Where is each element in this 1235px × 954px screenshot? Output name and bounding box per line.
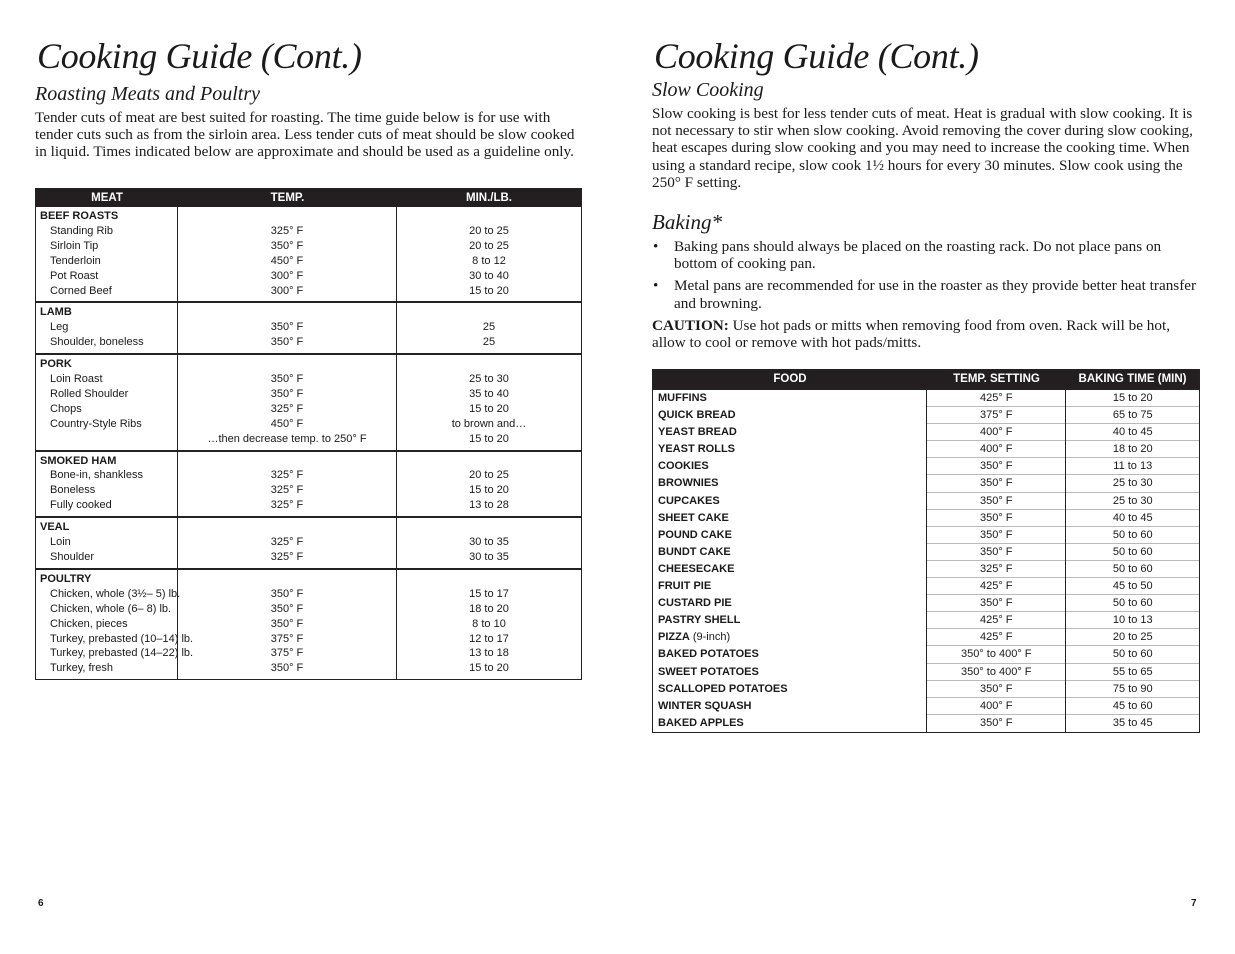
temp-setting: 425° F: [927, 612, 1065, 629]
food-name: SHEET CAKE: [658, 511, 729, 524]
time-cell: [397, 570, 581, 679]
table-row: [36, 301, 581, 353]
roast-temp: 300° F: [270, 284, 304, 297]
roast-temp: 325° F: [270, 469, 304, 482]
temp-setting: 400° F: [927, 424, 1065, 441]
baking-time: 25 to 30: [1066, 475, 1199, 492]
baking-time: 65 to 75: [1066, 407, 1199, 424]
bullet-icon: •: [653, 277, 659, 295]
roast-temp: 325° F: [270, 402, 304, 415]
roast-time: 15 to 17: [469, 587, 509, 600]
pizza-size-note: (9-inch): [689, 631, 731, 644]
temp-setting: 425° F: [927, 629, 1065, 646]
roast-temp: 350° F: [270, 239, 304, 252]
page-title: Cooking Guide (Cont.): [37, 36, 362, 76]
meat-cut: Loin: [50, 536, 71, 549]
roast-temp: 450° F: [270, 254, 304, 267]
meat-cut: Turkey, prebasted (10–14) lb.: [50, 632, 194, 645]
temp-cell: [178, 355, 397, 449]
temp-setting: 350° F: [927, 510, 1065, 527]
baking-time: 11 to 13: [1066, 458, 1199, 475]
temp-setting: 425° F: [927, 578, 1065, 595]
page-number: 6: [38, 898, 44, 909]
meat-cut: Pot Roast: [50, 269, 99, 282]
baking-time: 10 to 13: [1066, 612, 1199, 629]
meat-cell: [36, 207, 178, 301]
page-number: 7: [1191, 898, 1197, 909]
roast-time: 15 to 20: [469, 402, 509, 415]
meat-category: VEAL: [40, 521, 70, 534]
right-page: [652, 0, 1199, 909]
roast-time: 20 to 25: [469, 224, 509, 237]
meat-cell: [36, 303, 178, 353]
meat-category: BEEF ROASTS: [40, 210, 119, 222]
temp-setting: 400° F: [927, 441, 1065, 458]
roast-time: 30 to 35: [469, 551, 509, 563]
meat-cut: Sirloin Tip: [50, 239, 99, 252]
section-heading-slow-cooking: Slow Cooking: [652, 79, 764, 101]
baking-time: 25 to 30: [1066, 493, 1199, 510]
roasting-table-body: [36, 207, 581, 679]
meat-cut: Boneless: [50, 484, 96, 497]
roast-temp: 350° F: [270, 321, 304, 334]
meat-cut: Leg: [50, 321, 69, 334]
meat-cut: Corned Beef: [50, 284, 112, 297]
baking-time: 50 to 60: [1066, 544, 1199, 561]
food-name: CUSTARD PIE: [658, 597, 732, 610]
food-name: SCALLOPED POTATOES: [658, 682, 788, 695]
meat-cut: Turkey, prebasted (14–22) lb.: [50, 647, 194, 660]
food-name: BUNDT CAKE: [658, 545, 731, 558]
baking-time: 50 to 60: [1066, 527, 1199, 544]
roast-temp: 375° F: [270, 647, 304, 660]
food-name: MUFFINS: [658, 392, 707, 404]
roast-temp: 350° F: [270, 617, 304, 630]
temp-setting: 350° F: [927, 458, 1065, 475]
roast-time: 13 to 28: [469, 499, 509, 512]
meat-cut: Loin Roast: [50, 373, 103, 386]
meat-cut: Turkey, fresh: [50, 662, 113, 675]
food-name: PASTRY SHELL: [658, 614, 741, 627]
roast-time: 15 to 20: [469, 432, 509, 445]
baking-time: 18 to 20: [1066, 441, 1199, 458]
temp-setting: 350° F: [927, 595, 1065, 612]
roast-time: 15 to 20: [469, 284, 509, 297]
roasting-intro: Tender cuts of meat are best suited for roasting. The time guide below is for use with tender cuts such as from the sirloin area. Less tender cuts of meat should be slow cooked in liquid. Times indicated below are approximate and should be used as a guideline only.: [35, 109, 575, 161]
header-baking-time: BAKING TIME (MIN): [1078, 373, 1187, 385]
baking-time: 40 to 45: [1066, 510, 1199, 527]
meat-cut: Rolled Shoulder: [50, 387, 129, 400]
baking-time: 45 to 50: [1066, 578, 1199, 595]
table-row: [36, 516, 581, 568]
baking-table: [652, 369, 1200, 733]
header-min-per-lb: MIN./LB.: [466, 192, 512, 204]
time-cell: [397, 303, 581, 353]
meat-category: SMOKED HAM: [40, 454, 117, 467]
baking-time: 20 to 25: [1066, 629, 1199, 646]
time-cell: [397, 452, 581, 517]
meat-cut: Chicken, whole (6– 8) lb.: [50, 602, 172, 615]
meat-cut: Shoulder: [50, 551, 95, 564]
baking-time: 75 to 90: [1066, 681, 1199, 698]
header-temp-setting: TEMP. SETTING: [953, 373, 1040, 385]
page-title: Cooking Guide (Cont.): [654, 36, 979, 76]
roast-time: 8 to 12: [472, 254, 506, 267]
temp-setting: 350° F: [927, 681, 1065, 698]
food-name: WINTER SQUASH: [658, 699, 752, 712]
section-heading-baking: Baking*: [652, 210, 722, 235]
meat-cut: Tenderloin: [50, 254, 101, 267]
meat-cut: Standing Rib: [50, 224, 113, 237]
roast-temp: 350° F: [270, 602, 304, 615]
roast-temp: 300° F: [270, 269, 304, 282]
temp-setting: 400° F: [927, 698, 1065, 715]
meat-cut: Bone-in, shankless: [50, 469, 143, 482]
temp-setting: 350° to 400° F: [927, 646, 1065, 663]
meat-cell: [36, 570, 194, 679]
temp-cell: [178, 207, 397, 301]
roast-time: 15 to 20: [469, 662, 509, 675]
roast-temp: 325° F: [270, 484, 304, 497]
meat-cell: [36, 452, 178, 517]
meat-cut: Country-Style Ribs: [50, 417, 142, 430]
roast-temp: 350° F: [270, 336, 304, 349]
roast-time: 35 to 40: [469, 387, 509, 400]
baking-table-header: [653, 370, 1199, 388]
meat-cell: [36, 518, 178, 568]
baking-time: 50 to 60: [1066, 646, 1199, 663]
roast-time: 25: [482, 321, 496, 334]
baking-table-body: [653, 388, 1199, 732]
temp-setting: 425° F: [927, 390, 1065, 407]
temp-setting: 350° F: [927, 493, 1065, 510]
left-page: [35, 0, 582, 909]
roast-time: 20 to 25: [469, 239, 509, 252]
baking-tips: [652, 238, 1199, 312]
bullet-icon: •: [653, 238, 659, 256]
section-heading-roasting: Roasting Meats and Poultry: [35, 83, 260, 105]
roast-temp: 350° F: [270, 587, 304, 600]
list-item: • Metal pans are recommended for use in the roaster as they provide better heat transfer and browning.: [653, 277, 1197, 312]
list-item: • Baking pans should always be placed on the roasting rack. Do not place pans on bottom of cooking pan.: [653, 238, 1162, 273]
time-cell: [397, 518, 581, 568]
temp-setting: 350° F: [927, 544, 1065, 561]
table-row: [36, 568, 581, 679]
roast-temp: 325° F: [270, 499, 304, 512]
meat-cut: Chops: [50, 402, 82, 415]
food-name: QUICK BREAD: [658, 409, 736, 422]
food-name: BROWNIES: [658, 477, 719, 490]
meat-cut: Chicken, whole (3½– 5) lb.: [50, 587, 181, 600]
time-cell: [397, 355, 581, 449]
baking-time: 50 to 60: [1066, 561, 1199, 578]
food-name: COOKIES: [658, 460, 709, 473]
baking-time: 45 to 60: [1066, 698, 1199, 715]
header-food: FOOD: [773, 373, 807, 385]
temp-cell: [178, 452, 397, 517]
roasting-table-header: [36, 189, 581, 207]
baking-time: 15 to 20: [1066, 390, 1199, 407]
roast-time: 18 to 20: [469, 602, 509, 615]
food-name: PIZZA (9-inch): [658, 631, 731, 644]
roast-temp: 350° F: [270, 373, 304, 386]
baking-time: 50 to 60: [1066, 595, 1199, 612]
meat-category: POULTRY: [40, 572, 92, 585]
table-row: [36, 450, 581, 517]
roast-time: 30 to 35: [469, 536, 509, 549]
roast-time: 8 to 10: [472, 617, 506, 630]
roasting-table: [35, 188, 582, 680]
temp-cell: [178, 570, 397, 679]
temp-setting: 350° F: [927, 527, 1065, 544]
food-name: FRUIT PIE: [658, 580, 712, 593]
roast-temp: …then decrease temp. to 250° F: [207, 432, 367, 445]
time-cell: [397, 207, 581, 301]
roast-time: 20 to 25: [469, 469, 509, 482]
food-name: CUPCAKES: [658, 494, 720, 507]
roast-time: to brown and…: [451, 417, 527, 430]
food-name: BAKED APPLES: [658, 716, 744, 729]
baking-time: 55 to 65: [1066, 664, 1199, 681]
roast-temp: 375° F: [270, 632, 304, 645]
baking-time: 35 to 45: [1112, 716, 1153, 729]
meat-cut: [40, 432, 177, 447]
slow-cooking-text: Slow cooking is best for less tender cuts of meat. Heat is gradual with slow cooking. It is not necessary to stir when slow cooking. Avoid removing the cover during slow cooking, heat escapes during slow cooking and you may need to increase the cooking time. When using a standard recipe, slow cook 1½ hours for every 30 minutes. Slow cook using the 250° F setting.: [652, 105, 1193, 191]
roast-temp: 325° F: [270, 536, 304, 549]
food-name: POUND CAKE: [658, 528, 732, 541]
meat-cut: Fully cooked: [50, 499, 112, 512]
table-row: [36, 207, 581, 301]
baking-time: 40 to 45: [1066, 424, 1199, 441]
temp-cell: [178, 518, 397, 568]
food-name: CHEESECAKE: [658, 562, 735, 575]
roast-temp: 450° F: [270, 417, 304, 430]
caution-label: CAUTION:: [652, 316, 729, 334]
table-row: [36, 353, 581, 449]
time-column: [1066, 390, 1199, 732]
temp-setting: 350° F: [979, 716, 1013, 729]
temp-setting: 350° to 400° F: [927, 664, 1065, 681]
roast-temp: 325° F: [270, 551, 304, 563]
roast-time: 15 to 20: [469, 484, 509, 497]
roast-temp: 325° F: [270, 224, 304, 237]
header-temp: TEMP.: [270, 192, 305, 204]
roast-time: 25: [482, 336, 496, 349]
food-column: [653, 390, 927, 732]
meat-category: LAMB: [40, 306, 72, 319]
meat-cell: [36, 355, 178, 449]
meat-cut: Shoulder, boneless: [50, 336, 144, 349]
food-name: BAKED POTATOES: [658, 648, 759, 661]
temp-setting: 350° F: [927, 475, 1065, 492]
temp-setting: 325° F: [927, 561, 1065, 578]
temp-setting: 375° F: [927, 407, 1065, 424]
meat-category: PORK: [40, 358, 72, 371]
meat-cut: Chicken, pieces: [50, 617, 128, 630]
roast-time: 12 to 17: [469, 632, 509, 645]
roast-time: 30 to 40: [469, 269, 509, 282]
temp-column: [927, 390, 1066, 732]
roast-temp: 350° F: [270, 387, 304, 400]
food-name: SWEET POTATOES: [658, 665, 759, 678]
temp-cell: [178, 303, 397, 353]
roast-temp: 350° F: [270, 662, 304, 675]
caution-note: CAUTION: Use hot pads or mitts when removing food from oven. Rack will be hot, allow to cool or remove with hot pads/mitts.: [652, 316, 1171, 352]
food-name: YEAST BREAD: [658, 426, 737, 439]
roast-time: 13 to 18: [469, 647, 509, 660]
roast-time: 25 to 30: [469, 373, 509, 386]
header-meat: MEAT: [91, 192, 123, 204]
food-name: YEAST ROLLS: [658, 443, 736, 456]
